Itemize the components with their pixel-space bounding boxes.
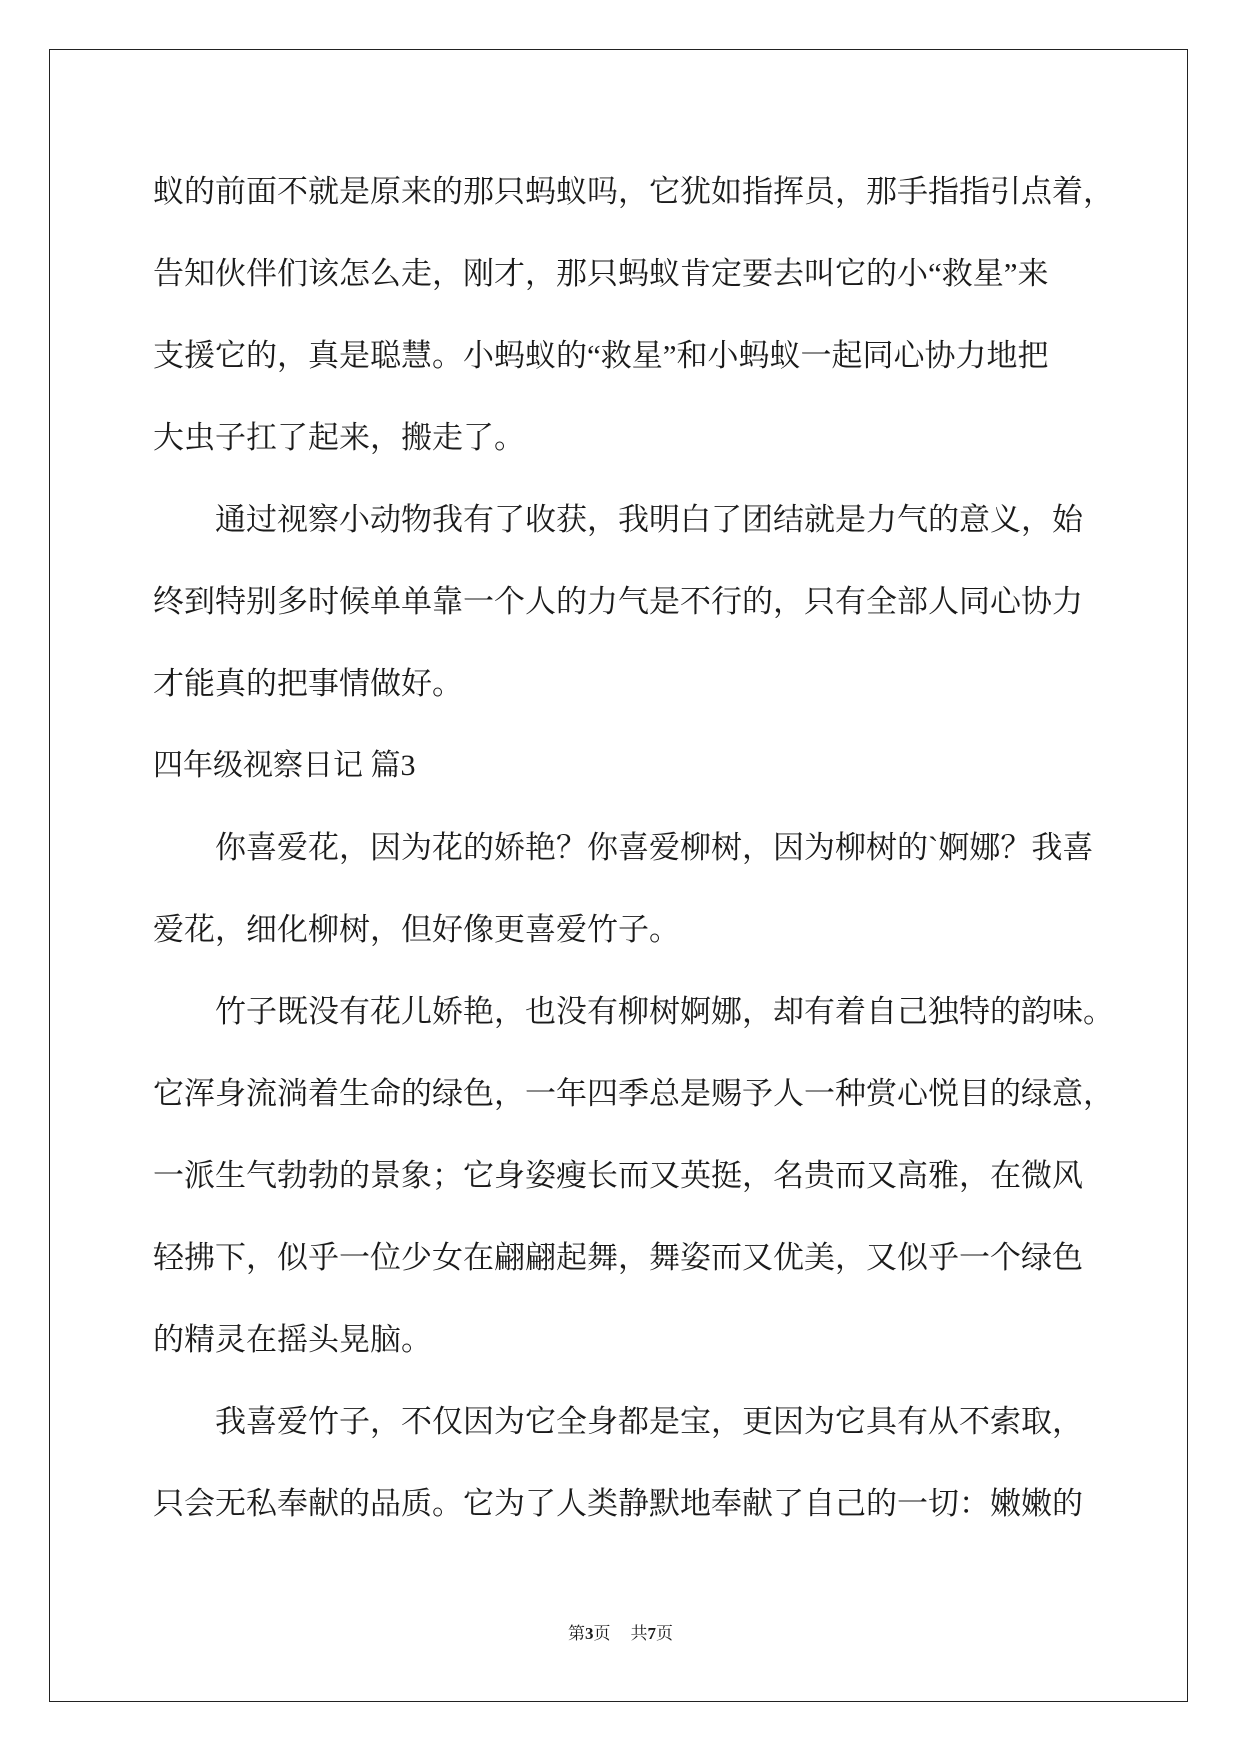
page-suffix: 页	[593, 1624, 611, 1643]
paragraph	[153, 971, 1128, 1381]
total-suffix: 页	[656, 1624, 673, 1643]
paragraph	[153, 1381, 1128, 1545]
page-number: 3	[585, 1624, 594, 1643]
text-line: 轻拂下，似乎一位少女在翩翩起舞，舞姿而又优美，又似乎一个绿色	[153, 1240, 1083, 1275]
text-line: 支援它的，真是聪慧。小蚂蚁的“救星”和小蚂蚁一起同心协力地把	[153, 338, 1049, 373]
text-line: 终到特别多时候单单靠一个人的力气是不行的，只有全部人同心协力	[153, 584, 1083, 619]
page-prefix: 第	[568, 1624, 585, 1643]
text-line: 爱花，细化柳树，但好像更喜爱竹子。	[153, 912, 680, 947]
total-pages: 7	[647, 1624, 656, 1643]
text-line: 大虫子扛了起来，搬走了。	[153, 420, 525, 455]
total-pages-indicator	[631, 1624, 674, 1643]
text-line: 告知伙伴们该怎么走，刚才，那只蚂蚁肯定要去叫它的小“救星”来	[153, 256, 1049, 291]
paragraph	[153, 807, 1128, 971]
text-line: 它浑身流淌着生命的绿色，一年四季总是赐予人一种赏心悦目的绿意，	[153, 1076, 1114, 1111]
total-prefix: 共	[630, 1624, 648, 1643]
text-line: 一派生气勃勃的景象；它身姿瘦长而又英挺，名贵而又高雅，在微风	[153, 1158, 1083, 1193]
document-body	[153, 151, 1128, 1545]
text-line: 我喜爱竹子，不仅因为它全身都是宝，更因为它具有从不索取，	[215, 1404, 1083, 1439]
text-line: 你喜爱花，因为花的娇艳？你喜爱柳树，因为柳树的`婀娜？我喜	[215, 830, 1094, 865]
text-line: 才能真的把事情做好。	[153, 666, 463, 701]
section-heading: 四年级视察日记 篇3	[153, 749, 416, 782]
paragraph	[153, 479, 1128, 725]
text-line: 通过视察小动物我有了收获，我明白了团结就是力气的意义，始	[215, 502, 1083, 537]
text-line: 的精灵在摇头晃脑。	[153, 1322, 432, 1357]
paragraph	[153, 151, 1128, 479]
page-footer	[0, 1622, 1241, 1646]
page-indicator	[568, 1624, 611, 1643]
text-line: 竹子既没有花儿娇艳，也没有柳树婀娜，却有着自己独特的韵味。	[215, 994, 1114, 1029]
text-line: 蚁的前面不就是原来的那只蚂蚁吗，它犹如指挥员，那手指指引点着，	[153, 174, 1114, 209]
text-line: 只会无私奉献的品质。它为了人类静默地奉献了自己的一切：嫩嫩的	[153, 1486, 1083, 1521]
